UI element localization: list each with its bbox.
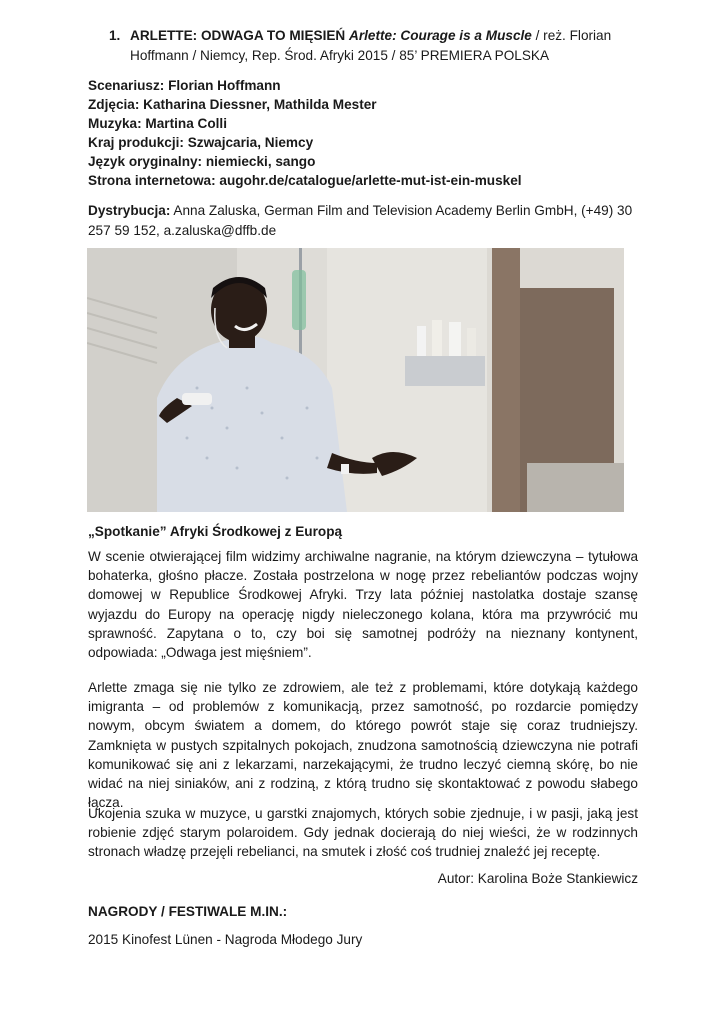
author-line: Autor: Karolina Boże Stankiewicz [437, 871, 638, 886]
title-polish: ARLETTE: ODWAGA TO MIĘSIEŃ [130, 28, 346, 43]
distribution-label: Dystrybucja: [88, 203, 171, 218]
credits-list [88, 76, 648, 190]
distribution-text: Anna Zaluska, German Film and Television Academy Berlin GmbH, (+49) 30 257 59 152, a.zaluska@dffb.de [88, 203, 633, 238]
director-name: Florian [569, 28, 612, 43]
awards-title: NAGRODY / FESTIWALE M.IN.: [88, 904, 288, 919]
credit-music: Muzyka: Martina Colli [88, 116, 227, 131]
award-item: 2015 Kinofest Lünen - Nagroda Młodego Jury [88, 932, 363, 947]
credit-cinematography: Zdjęcia: Katharina Diessner, Mathilda Mester [88, 97, 377, 112]
paragraph-2: Arlette zmaga się nie tylko ze zdrowiem, ale też z problemami, które dotykają każdego imigranta – od problemów z komunikacją, przez samotność, po rozdarcie pomiędzy nowym, obcym światem a domem, do którego powrót staje się coraz trudniejszy. Zamknięta w pustych szpitalnych pokojach, znudzona samotnością dziewczyna nie potrafi komunikować się ani z lekarzami, narzekającymi, że trudno leczyć ciemną skórę, bo nie widać na niej siniaków, ani z rodziną, z którą trudno się skontaktować z powodu słabego łącza. [88, 680, 638, 811]
credit-screenplay: Scenariusz: Florian Hoffmann [88, 78, 281, 93]
director-prefix: / reż. [535, 28, 566, 43]
heading-line-1 [112, 26, 652, 46]
heading-line-2: Hoffmann / Niemcy, Rep. Środ. Afryki 2015 / 85’ PREMIERA POLSKA [130, 48, 550, 63]
title-english: Arlette: Courage is a Muscle [349, 28, 532, 43]
credit-language: Język oryginalny: niemiecki, sango [88, 154, 316, 169]
list-number: 1. [109, 28, 121, 43]
distribution-info [88, 201, 648, 241]
paragraph-3: Ukojenia szuka w muzyce, u garstki znajomych, których sobie zjednuje, i w pasji, jaką jest robienie zdjęć starym polaroidem. Gdy jednak docierają do niej wieści, że w rodzinnych stronach władzę przejęli rebelianci, na smutek i złość coś trudniej znaleźć jej receptę. [88, 806, 638, 860]
paragraph-1: W scenie otwierającej film widzimy archiwalne nagranie, na którym dziewczyna – tytułowa bohaterka, głośno płacze. Została postrzelona w nogę przez rebeliantów podczas wojny domowej w Republice Środkowej Afryki. Trzy lata później nastolatka dostaje szansę wyjazdu do Europy na operację nigdy nieleczonego kolana, która ma przywrócić mu sprawność. Zapytana o to, czy boi się samotnej podróży na nieznany kontynent, odpowiada: „Odwaga jest mięśniem”. [88, 549, 638, 661]
film-still-photo [87, 248, 624, 512]
credit-website: Strona internetowa: augohr.de/catalogue/arlette-mut-ist-ein-muskel [88, 173, 522, 188]
credit-country: Kraj produkcji: Szwajcaria, Niemcy [88, 135, 314, 150]
film-heading [109, 26, 652, 66]
section-title: „Spotkanie” Afryki Środkowej z Europą [88, 524, 343, 539]
